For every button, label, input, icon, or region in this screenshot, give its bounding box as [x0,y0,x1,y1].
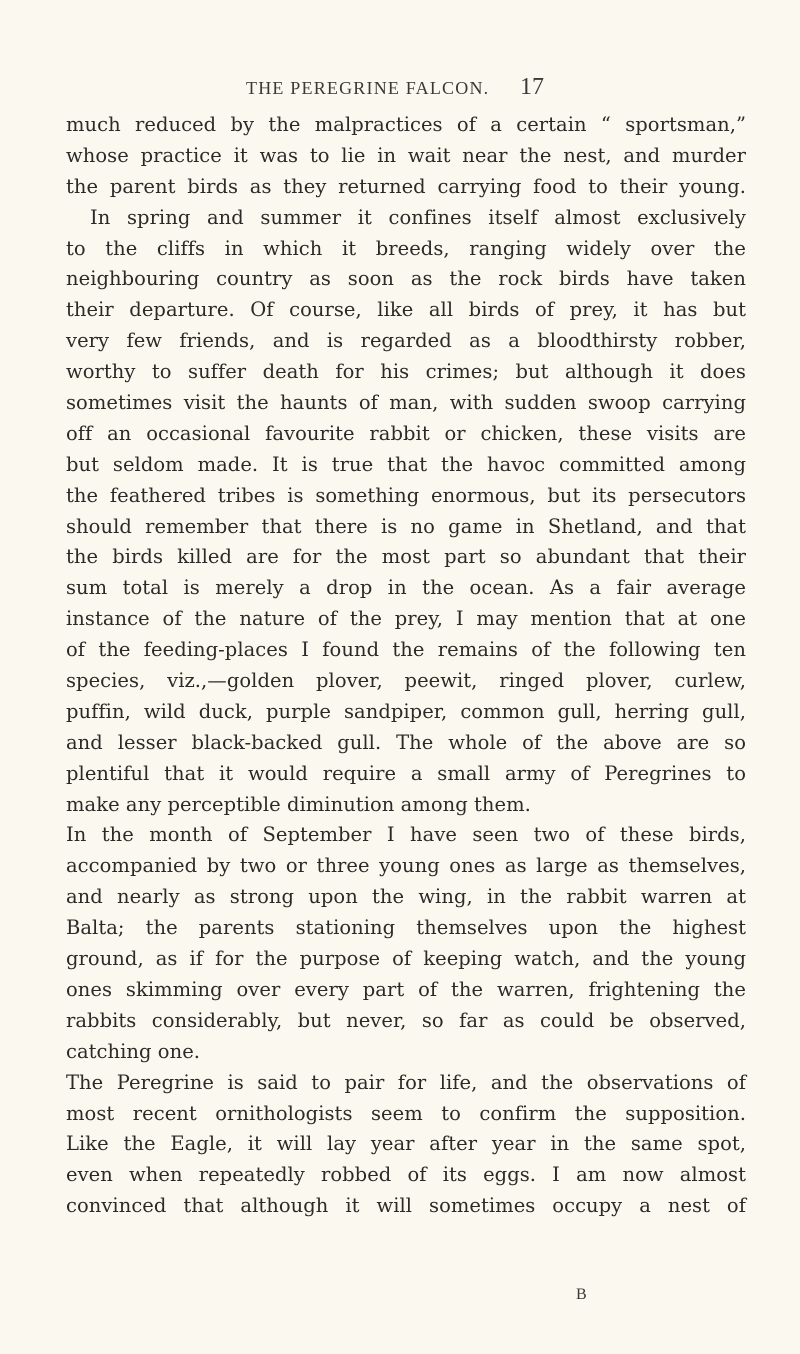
body-text [66,110,746,1222]
text-line: to the cliffs in which it breeds, ranging widely over the [66,236,746,260]
text-line: of the feeding-places I found the remains of the following ten [66,638,746,662]
text-line: much reduced by the malpractices of a certain “ sportsman,” [66,113,746,136]
text-line: make any perceptible diminution among them. [66,792,531,816]
running-title: THE PEREGRINE FALCON. [246,78,490,98]
text-line: rabbits considerably, but never, so far as could be observed, [66,1008,746,1032]
text-line: In the month of September I have seen two of these birds, [66,823,746,847]
text-line: off an occasional favourite rabbit or chicken, these visits are [66,421,746,445]
text-line: even when repeatedly robbed of its eggs. I am now almost [66,1163,746,1187]
text-line: species, viz.,—golden plover, peewit, ringed plover, curlew, [66,669,746,693]
text-line: Like the Eagle, it will lay year after year in the same spot, [66,1132,746,1156]
text-line: accompanied by two or three young ones as large as themselves, [66,854,746,878]
text-line: puffin, wild duck, purple sandpiper, common gull, herring gull, [66,699,746,723]
text-line: ground, as if for the purpose of keeping watch, and the young [66,947,746,971]
text-line: but seldom made. It is true that the havoc committed among [66,452,746,476]
page-number: 17 [520,74,544,100]
text-line: and lesser black-backed gull. The whole of the above are so [66,730,746,754]
text-line: should remember that there is no game in Shetland, and that [66,514,746,538]
signature-mark: B [576,1286,587,1303]
text-line: the birds killed are for the most part so abundant that their [66,545,746,569]
text-line: catching one. [66,1039,201,1063]
text-line: neighbouring country as soon as the rock birds have taken [66,267,746,291]
text-line: their departure. Of course, like all birds of prey, it has but [66,298,746,322]
text-line: most recent ornithologists seem to confirm the supposition. [66,1101,746,1125]
text-line: and nearly as strong upon the wing, in the rabbit warren at [66,885,746,909]
page-header [0,74,800,108]
text-line: In spring and summer it confines itself almost exclusively [90,205,746,229]
text-line: Balta; the parents stationing themselves upon the highest [66,916,746,940]
text-line: the feathered tribes is something enormous, but its persecutors [66,483,746,507]
text-line: plentiful that it would require a small army of Peregrines to [66,761,746,785]
text-line: the parent birds as they returned carrying food to their young. [66,174,746,198]
text-line: sometimes visit the haunts of man, with sudden swoop carrying [66,391,746,415]
text-line: whose practice it was to lie in wait near the nest, and murder [66,143,746,167]
text-line: instance of the nature of the prey, I may mention that at one [66,607,746,631]
text-line: ones skimming over every part of the warren, frightening the [66,977,746,1001]
text-line: very few friends, and is regarded as a bloodthirsty robber, [66,329,746,353]
text-line: sum total is merely a drop in the ocean. As a fair average [66,576,746,600]
text-line: worthy to suffer death for his crimes; but although it does [66,360,746,384]
text-line: The Peregrine is said to pair for life, and the observations of [66,1070,746,1094]
text-line: convinced that although it will sometimes occupy a nest of [66,1194,746,1218]
